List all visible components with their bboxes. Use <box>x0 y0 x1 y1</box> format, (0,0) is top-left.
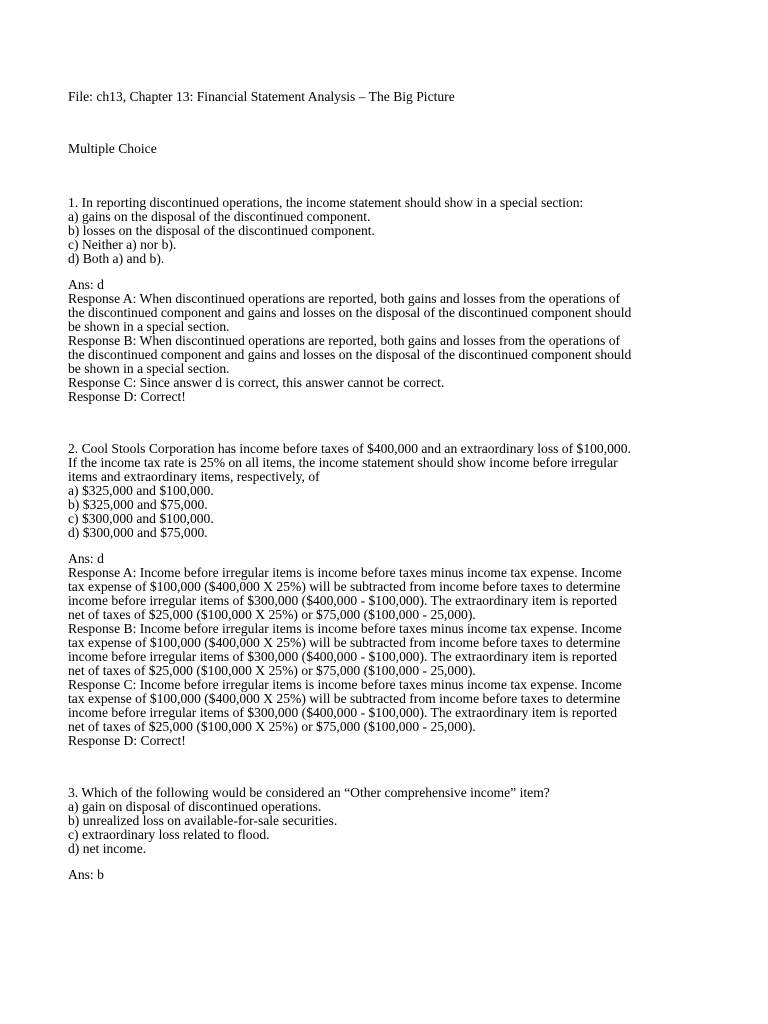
question-1 <box>68 196 708 404</box>
option-d: d) Both a) and b). <box>68 251 165 266</box>
response-line: net of taxes of $25,000 ($100,000 X 25%) or $75,000 ($100,000 - 25,000). <box>68 607 476 622</box>
response-line: tax expense of $100,000 ($400,000 X 25%) will be subtracted from income before taxes to determine <box>68 635 621 650</box>
response-line: income before irregular items of $300,000 ($400,000 - $100,000). The extraordinary item is reported <box>68 593 618 608</box>
response-line: net of taxes of $25,000 ($100,000 X 25%) or $75,000 ($100,000 - 25,000). <box>68 663 476 678</box>
option-b: b) $325,000 and $75,000. <box>68 497 208 512</box>
response-line: Response C: Income before irregular items is income before taxes minus income tax expense. Income <box>68 677 622 692</box>
option-c: c) Neither a) nor b). <box>68 237 177 252</box>
document-page <box>68 90 708 882</box>
question-2 <box>68 442 708 748</box>
option-b: b) losses on the disposal of the discontinued component. <box>68 223 375 238</box>
response-line: Response A: Income before irregular items is income before taxes minus income tax expense. Income <box>68 565 622 580</box>
file-title: File: ch13, Chapter 13: Financial Statement Analysis – The Big Picture <box>68 89 455 104</box>
response-line: tax expense of $100,000 ($400,000 X 25%) will be subtracted from income before taxes to determine <box>68 579 621 594</box>
answer-key: Ans: b <box>68 867 104 882</box>
response-line: Response A: When discontinued operations are reported, both gains and losses from the operations of <box>68 291 621 306</box>
question-stem: 1. In reporting discontinued operations, the income statement should show in a special section: <box>68 195 584 210</box>
question-stem: 2. Cool Stools Corporation has income before taxes of $400,000 and an extraordinary loss of $100,000. <box>68 441 631 456</box>
answer-key: Ans: d <box>68 551 104 566</box>
question-3 <box>68 786 708 882</box>
response-line: the discontinued component and gains and losses on the disposal of the discontinued component should <box>68 347 632 362</box>
question-stem: 3. Which of the following would be considered an “Other comprehensive income” item? <box>68 785 550 800</box>
response-line: Response D: Correct! <box>68 733 186 748</box>
response-line: be shown in a special section. <box>68 319 230 334</box>
option-c: c) $300,000 and $100,000. <box>68 511 214 526</box>
question-stem: If the income tax rate is 25% on all items, the income statement should show income before irregular <box>68 455 618 470</box>
option-c: c) extraordinary loss related to flood. <box>68 827 270 842</box>
response-line: tax expense of $100,000 ($400,000 X 25%) will be subtracted from income before taxes to determine <box>68 691 621 706</box>
option-d: d) net income. <box>68 841 147 856</box>
option-a: a) $325,000 and $100,000. <box>68 483 214 498</box>
option-d: d) $300,000 and $75,000. <box>68 525 208 540</box>
option-a: a) gain on disposal of discontinued operations. <box>68 799 322 814</box>
section-heading: Multiple Choice <box>68 141 157 156</box>
response-line: Response B: When discontinued operations are reported, both gains and losses from the operations of <box>68 333 621 348</box>
response-line: Response B: Income before irregular items is income before taxes minus income tax expense. Income <box>68 621 622 636</box>
response-line: Response C: Since answer d is correct, this answer cannot be correct. <box>68 375 445 390</box>
question-stem: items and extraordinary items, respectively, of <box>68 469 320 484</box>
response-line: income before irregular items of $300,000 ($400,000 - $100,000). The extraordinary item is reported <box>68 705 618 720</box>
response-line: income before irregular items of $300,000 ($400,000 - $100,000). The extraordinary item is reported <box>68 649 618 664</box>
response-line: Response D: Correct! <box>68 389 186 404</box>
answer-key: Ans: d <box>68 277 104 292</box>
option-a: a) gains on the disposal of the discontinued component. <box>68 209 371 224</box>
option-b: b) unrealized loss on available-for-sale securities. <box>68 813 338 828</box>
response-line: the discontinued component and gains and losses on the disposal of the discontinued component should <box>68 305 632 320</box>
response-line: net of taxes of $25,000 ($100,000 X 25%) or $75,000 ($100,000 - 25,000). <box>68 719 476 734</box>
response-line: be shown in a special section. <box>68 361 230 376</box>
